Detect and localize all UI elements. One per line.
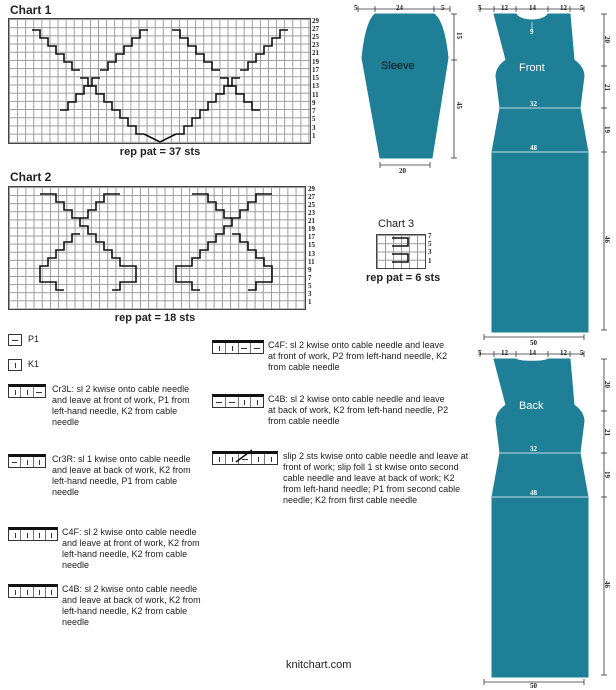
row-number: 19 [308,225,315,233]
row-number: 5 [308,282,312,290]
row-number: 21 [308,217,315,225]
back-dim-side: 21 [603,429,611,436]
back-schematic [476,345,616,690]
chart1-cable [240,30,288,70]
back-dim-hip: 48 [530,489,537,497]
back-label: Back [519,400,544,412]
sleeve-dim-top: 24 [396,4,403,12]
legend-cr3r: Cr3R: sl 1 kwise onto cable needle and leave at back of work, K2 from left-hand needle, P1 from cable needle [52,454,191,497]
c4b-purl-symbol [212,394,264,408]
chart3-cable-lines [376,234,425,268]
back-dim-waist: 32 [530,445,537,453]
row-number: 17 [308,233,315,241]
chart1-cable [220,78,260,110]
sleeve-label: Sleeve [381,60,415,72]
row-number: 15 [312,74,319,82]
back-dim-top: 12 [501,349,508,357]
row-number: 25 [308,201,315,209]
front-dim-side: 19 [603,126,611,133]
front-label: Front [519,62,545,74]
back-dim-top: 12 [560,349,567,357]
chart3-cable [392,238,408,246]
row-number: 3 [428,248,432,256]
front-dim-top: 12 [560,4,567,12]
chart2-cable [112,266,136,290]
cr3r-symbol [8,454,46,468]
back-dim-top: 14 [529,349,536,357]
legend-c4f-purl: C4F: sl 2 kwise onto cable needle and leave at front of work, P2 from left-hand needle, K2 from cable needle [268,340,448,372]
row-number: 1 [308,298,312,306]
row-number: 23 [308,209,315,217]
cr3l-symbol [8,384,46,398]
chart3-cable [392,254,408,262]
chart1-cable [60,78,100,110]
front-dim-waist: 32 [530,100,537,108]
front-dim-neck: 9 [530,28,534,36]
chart1-cable [144,134,176,142]
sleeve-schematic [350,0,470,175]
p1-symbol [8,334,22,346]
c4b-symbol [8,584,58,598]
chart2-cable [40,194,128,266]
legend-k1: K1 [28,359,40,369]
chart1-cable [32,30,80,70]
legend-cr3l: Cr3L: sl 2 kwise onto cable needle and leave at front of work, P1 from left-hand needle, K2 from cable needle [52,384,190,427]
front-schematic [476,0,616,345]
row-number: 5 [312,115,316,123]
row-number: 25 [312,33,319,41]
chart1-cable [172,30,220,70]
sleeve-dim-top: 5 [441,4,445,12]
chart1-title: Chart 1 [10,3,52,17]
chart2-cable-lines [8,186,305,309]
sleeve-dim-side: 45 [455,102,463,109]
chart2-cable [184,194,272,266]
back-dim-top: 5 [580,349,584,357]
front-dim-side: 46 [603,236,611,243]
row-number: 3 [308,290,312,298]
front-dim-bottom: 50 [530,339,537,347]
cable5-cross [234,449,254,463]
row-number: 17 [312,66,319,74]
chart1-repeat-label: rep pat = 37 sts [119,146,201,158]
chart2-repeat-label: rep pat = 18 sts [114,312,196,324]
chart3-title: Chart 3 [378,218,415,230]
row-number: 9 [308,266,312,274]
row-number: 3 [312,124,316,132]
chart3-repeat-label: rep pat = 6 sts [366,272,441,284]
chart2-cable [80,194,120,218]
row-number: 15 [308,241,315,249]
row-number: 1 [428,257,432,265]
chart1-cable-lines [8,18,310,143]
row-number: 29 [312,17,319,25]
legend-c4b-purl: C4B: sl 2 kwise onto cable needle and leave at back of work, K2 from left-hand needle, P2 from cable needle [268,394,449,426]
front-dim-top: 5 [580,4,584,12]
back-dim-top: 5 [478,349,482,357]
front-dim-side: 21 [603,84,611,91]
row-number: 29 [308,185,315,193]
back-dim-side: 20 [603,381,611,388]
front-dim-side: 20 [603,36,611,43]
row-number: 27 [308,193,315,201]
chart2-cable [192,194,232,218]
chart2-title: Chart 2 [10,170,52,184]
row-number: 5 [428,240,432,248]
c4f-purl-symbol [212,340,264,354]
k1-symbol [8,359,22,371]
row-number: 23 [312,41,319,49]
row-number: 1 [312,132,316,140]
row-number: 19 [312,58,319,66]
chart2-cable [232,234,272,290]
chart2-cable [40,234,80,290]
legend-p1: P1 [28,334,40,344]
legend-c4f: C4F: sl 2 kwise onto cable needle and leave at front of work, K2 from left-hand needle, K2 from cable needle [62,527,200,570]
back-dim-side: 19 [603,471,611,478]
front-dim-hip: 48 [530,144,537,152]
back-dim-bottom: 50 [530,682,537,690]
legend-c4b: C4B: sl 2 kwise onto cable needle and leave at back of work, K2 from left-hand needle, K2 from cable needle [62,584,201,627]
sleeve-shape [362,14,448,158]
row-number: 7 [312,107,316,115]
site-credit: knitchart.com [286,659,352,671]
row-number: 13 [308,250,315,258]
chart2-cable [176,266,200,290]
legend-cable5: slip 2 sts kwise onto cable needle and leave at front of work; slip foll 1 st kwise onto second cable needle and leave at back of work; K2 from left-hand needle; P1 from second cable needle; K2 from first cable needle [283,451,469,505]
row-number: 7 [308,274,312,282]
row-number: 7 [428,232,432,240]
sleeve-dim-top: 5 [354,4,358,12]
front-dim-top: 5 [478,4,482,12]
row-number: 27 [312,25,319,33]
chart1-cable [100,30,148,70]
row-number: 13 [312,82,319,90]
sleeve-dim-side: 15 [455,32,463,39]
sleeve-dim-bottom: 20 [399,167,406,175]
front-dim-top: 12 [501,4,508,12]
back-dim-side: 46 [603,581,611,588]
row-number: 9 [312,99,316,107]
row-number: 11 [312,91,319,99]
row-number: 21 [312,49,319,57]
c4f-symbol [8,527,58,541]
row-number: 11 [308,258,315,266]
front-dim-top: 14 [529,4,536,12]
